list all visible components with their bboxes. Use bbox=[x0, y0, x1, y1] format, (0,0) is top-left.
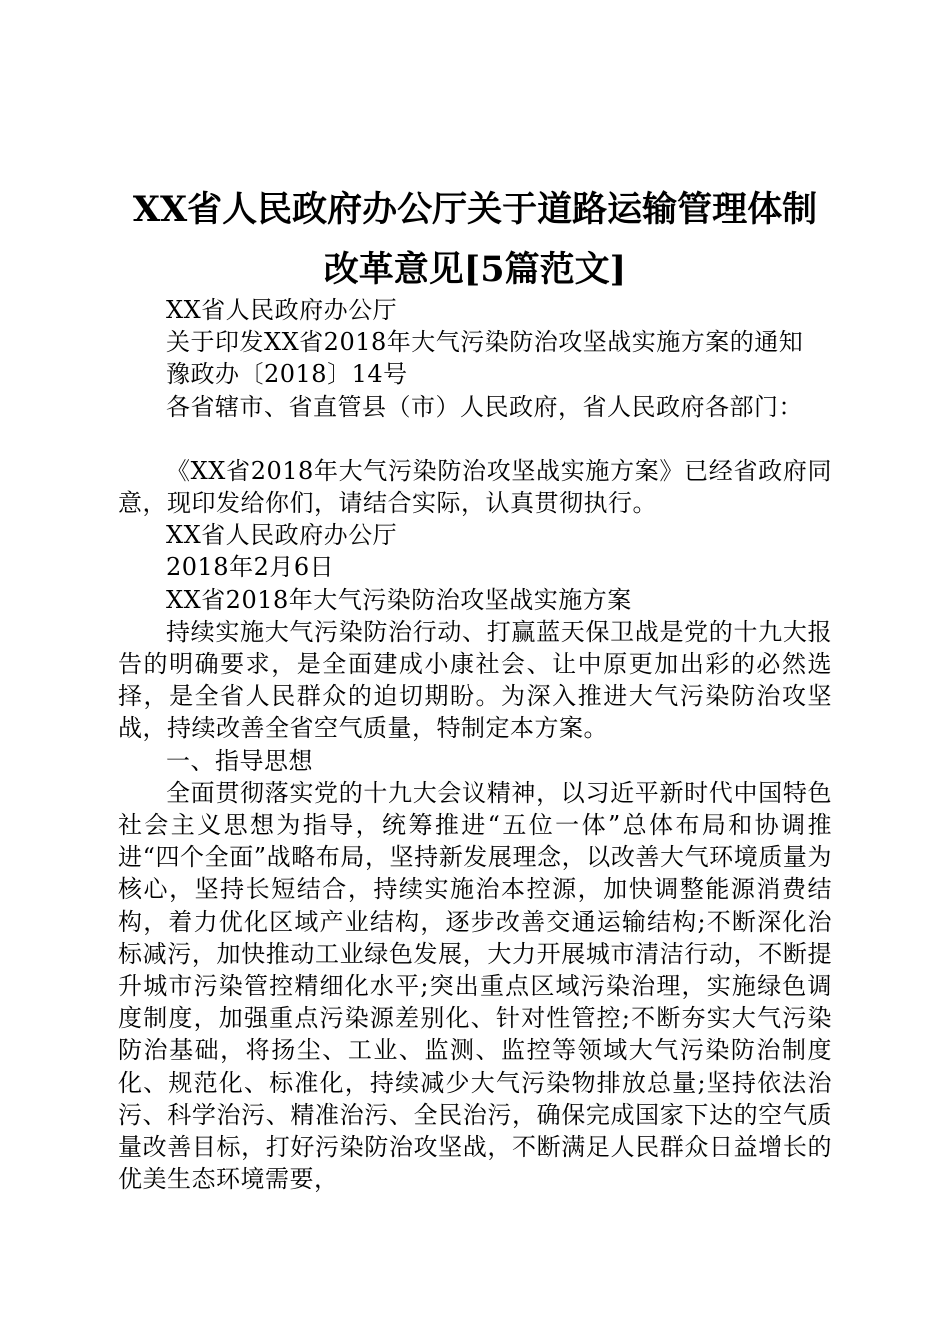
blank-line bbox=[118, 423, 832, 455]
plan-title: XX省2018年大气污染防治攻坚战实施方案 bbox=[166, 585, 632, 614]
document-title-line-1: XX省人民政府办公厅关于道路运输管理体制 bbox=[132, 189, 818, 230]
document-number: 豫政办〔2018〕14号 bbox=[166, 360, 408, 389]
section-heading-1: 一、指导思想 bbox=[166, 746, 313, 775]
notice-body: 《XX省2018年大气污染防治攻坚战实施方案》已经省政府同意，现印发给你们，请结合实际，认真贯彻执行。 bbox=[118, 456, 832, 518]
section-1-body: 全面贯彻落实党的十九大会议精神，以习近平新时代中国特色社会主义思想为指导，统筹推进“五位一体”总体布局和协调推进“四个全面”战略布局，坚持新发展理念，以改善大气环境质量为核心，坚持长短结合，持续实施治本控源，加快调整能源消费结构，着力优化区域产业结构，逐步改善交通运输结构;不断深化治标减污，加快推动工业绿色发展，大力开展城市清洁行动，不断提升城市污染管控精细化水平;突出重点区域污染治理，实施绿色调度制度，加强重点污染源差别化、针对性管控;不断夯实大气污染防治基础，将扬尘、工业、监测、监控等领域大气污染防治制度化、规范化、标准化，持续减少大气污染物排放总量;坚持依法治污、科学治污、精准治污、全民治污，确保完成国家下达的空气质量改善目标，打好污染防治攻坚战，不断满足人民群众日益增长的优美生态环境需要， bbox=[118, 778, 832, 1194]
addressees: 各省辖市、省直管县（市）人民政府，省人民政府各部门： bbox=[166, 392, 803, 421]
issuer-line: XX省人民政府办公厅 bbox=[166, 296, 398, 324]
signature-date: 2018年2月6日 bbox=[166, 553, 335, 582]
plan-intro: 持续实施大气污染防治行动、打赢蓝天保卫战是党的十九大报告的明确要求，是全面建成小康社会、让中原更加出彩的必然选择，是全省人民群众的迫切期盼。为深入推进大气污染防治攻坚战，持续改善全省空气质量，特制定本方案。 bbox=[118, 617, 832, 743]
document-title-line-2: 改革意见[5篇范文] bbox=[323, 249, 627, 290]
document-body bbox=[118, 294, 832, 1195]
notice-title: 关于印发XX省2018年大气污染防治攻坚战实施方案的通知 bbox=[166, 328, 804, 357]
signature-issuer: XX省人民政府办公厅 bbox=[166, 521, 398, 550]
